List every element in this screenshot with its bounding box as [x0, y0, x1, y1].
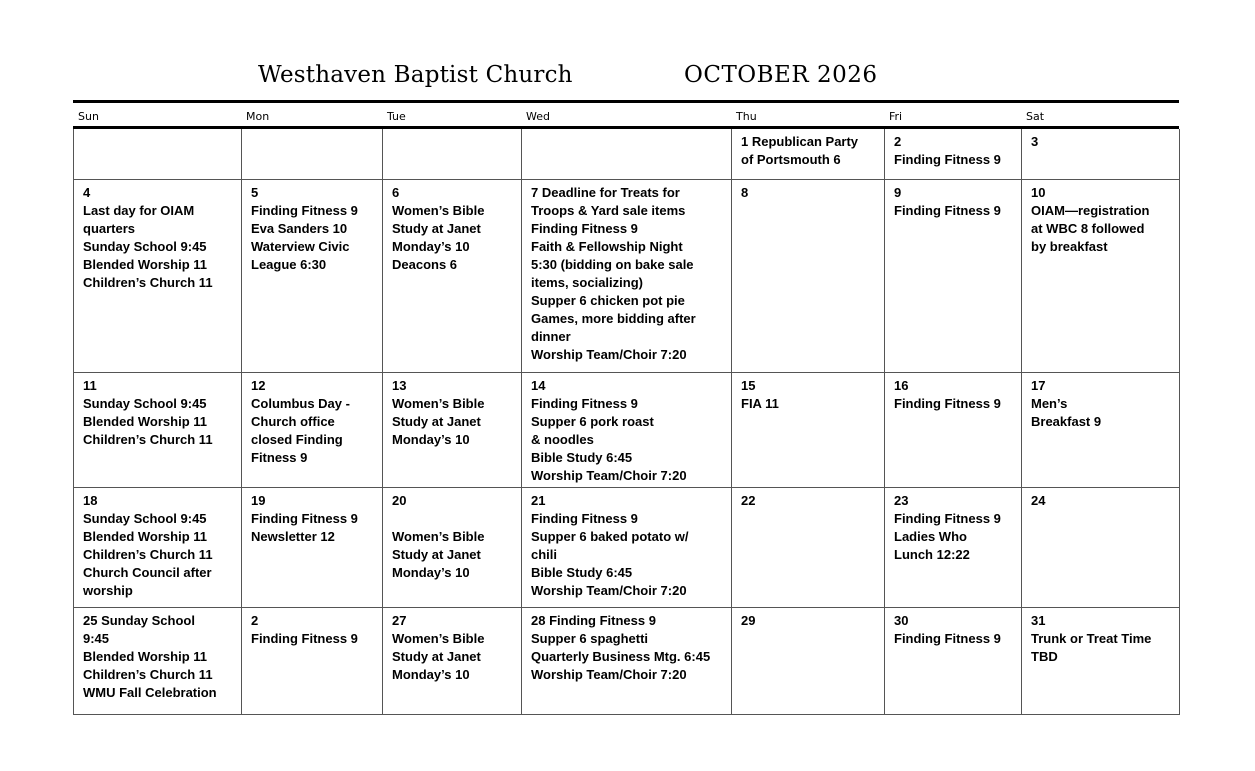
day-cell-14: 14 Finding Fitness 9 Supper 6 pork roast & noodles Bible Study 6:45 Worship Team/Choir 7:20: [522, 373, 732, 488]
day-cell-9: 9 Finding Fitness 9: [885, 180, 1022, 373]
weekday-fri: Fri: [889, 110, 903, 123]
weekday-wed: Wed: [526, 110, 550, 123]
day-cell-7: 7 Deadline for Treats for Troops & Yard sale items Finding Fitness 9 Faith & Fellowship Night 5:30 (bidding on bake sale items, socializing) Supper 6 chicken pot pie Games, more bidding after dinner Worship Team/Choir 7:20: [522, 180, 732, 373]
day-cell-18: 18 Sunday School 9:45 Blended Worship 11 Children’s Church 11 Church Council after worship: [74, 488, 242, 608]
day-cell-21: 21 Finding Fitness 9 Supper 6 baked potato w/ chili Bible Study 6:45 Worship Team/Choir 7:20: [522, 488, 732, 608]
weekday-sun: Sun: [78, 110, 99, 123]
weekday-tue: Tue: [387, 110, 406, 123]
day-cell-23: 23 Finding Fitness 9 Ladies Who Lunch 12:22: [885, 488, 1022, 608]
day-cell-empty: [74, 129, 242, 180]
day-cell-27: 27 Women’s Bible Study at Janet Monday’s 10: [383, 608, 522, 715]
day-cell-11: 11 Sunday School 9:45 Blended Worship 11 Children’s Church 11: [74, 373, 242, 488]
day-cell-10: 10 OIAM—registration at WBC 8 followed by breakfast: [1022, 180, 1180, 373]
day-cell-19: 19 Finding Fitness 9 Newsletter 12: [242, 488, 383, 608]
day-cell-3: 3: [1022, 129, 1180, 180]
weekday-mon: Mon: [246, 110, 270, 123]
day-cell-17: 17 Men’s Breakfast 9: [1022, 373, 1180, 488]
calendar-title-bar: [0, 60, 1255, 96]
day-cell-empty: [242, 129, 383, 180]
day-cell-24: 24: [1022, 488, 1180, 608]
day-cell-empty: [522, 129, 732, 180]
day-cell-20: 20 Women’s Bible Study at Janet Monday’s 10: [383, 488, 522, 608]
day-cell-8: 8: [732, 180, 885, 373]
day-cell-12: 12 Columbus Day - Church office closed Finding Fitness 9: [242, 373, 383, 488]
day-cell-5: 5 Finding Fitness 9 Eva Sanders 10 Waterview Civic League 6:30: [242, 180, 383, 373]
day-cell-31: 31 Trunk or Treat Time TBD: [1022, 608, 1180, 715]
weekday-header-row: [73, 103, 1179, 129]
day-cell-16: 16 Finding Fitness 9: [885, 373, 1022, 488]
day-cell-28: 28 Finding Fitness 9 Supper 6 spaghetti Quarterly Business Mtg. 6:45 Worship Team/Choir 7:20: [522, 608, 732, 715]
day-cell-4: 4 Last day for OIAM quarters Sunday School 9:45 Blended Worship 11 Children’s Church 11: [74, 180, 242, 373]
month-title: OCTOBER 2026: [684, 62, 878, 88]
day-cell-15: 15 FIA 11: [732, 373, 885, 488]
day-cell-13: 13 Women’s Bible Study at Janet Monday’s 10: [383, 373, 522, 488]
month-calendar: [73, 100, 1179, 715]
day-cell-empty: [383, 129, 522, 180]
day-cell-26: 2 Finding Fitness 9: [242, 608, 383, 715]
day-cell-25: 25 Sunday School 9:45 Blended Worship 11 Children’s Church 11 WMU Fall Celebration: [74, 608, 242, 715]
day-cell-2: 2 Finding Fitness 9: [885, 129, 1022, 180]
weekday-sat: Sat: [1026, 110, 1045, 123]
day-cell-22: 22: [732, 488, 885, 608]
day-cell-6: 6 Women’s Bible Study at Janet Monday’s 10 Deacons 6: [383, 180, 522, 373]
day-cell-29: 29: [732, 608, 885, 715]
weekday-thu: Thu: [736, 110, 757, 123]
calendar-grid: [73, 129, 1179, 715]
church-name: Westhaven Baptist Church: [258, 62, 573, 88]
day-cell-1: 1 Republican Party of Portsmouth 6: [732, 129, 885, 180]
day-cell-30: 30 Finding Fitness 9: [885, 608, 1022, 715]
